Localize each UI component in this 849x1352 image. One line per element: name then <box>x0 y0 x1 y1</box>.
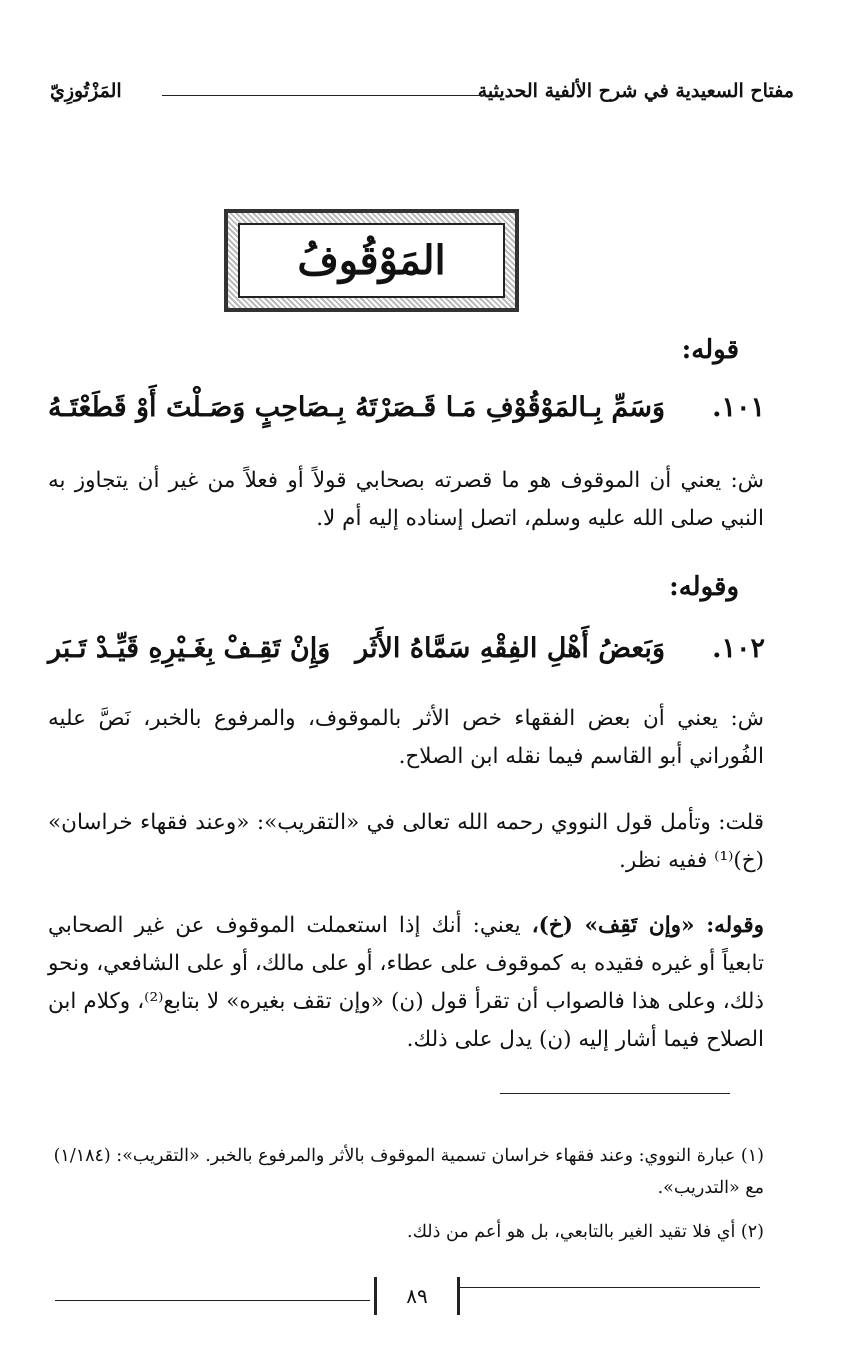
chapter-title: المَوْقُوفُ <box>238 223 505 298</box>
verse-hemistich-2: بِـصَاحِبٍ وَصَـلْتَ أَوْ قَطَعْتَـهُ <box>48 392 345 423</box>
verse-hemistich-2: وَإِنْ تَقِـفْ بِغَـيْرِهِ قَيِّـدْ تَـبَر <box>48 633 331 664</box>
commentary-102: ش: يعني أن بعض الفقهاء خص الأثر بالموقوف، والمرفوع بالخبر، نَصَّ عليه الفُوراني أبو القاسم فيما نقله ابن الصلاح. <box>48 706 764 769</box>
author-name: المَزْتُوزِيّ <box>50 80 122 102</box>
footnote-separator <box>500 1093 730 1094</box>
verse-number: ١٠١. <box>712 392 765 423</box>
header-rule <box>162 95 489 96</box>
footnote-1: (١) عبارة النووي: وعند فقهاء خراسان تسمية الموقوف بالأثر والمرفوع بالخبر. «التقريب»: (١/١٨٤) مع «التدريب». <box>53 1146 764 1198</box>
footnote-2: (٢) أي فلا تقيد الغير بالتابعي، بل هو أعم من ذلك. <box>407 1222 764 1242</box>
page-number: ٨٩ <box>374 1277 460 1315</box>
verse-number: ١٠٢. <box>712 633 765 664</box>
note-paragraph: قلت: وتأمل قول النووي رحمه الله تعالى في «التقريب»: «وعند فقهاء خراسان» (خ)⁽¹⁾ ففيه نظر. <box>48 810 764 873</box>
label-waqawluhu: وقوله: <box>669 572 739 602</box>
running-header <box>50 80 794 110</box>
footer-rule-left <box>55 1300 370 1301</box>
label-qawluhu: قوله: <box>681 335 739 365</box>
chapter-title-frame <box>224 209 519 312</box>
commentary-101: ش: يعني أن الموقوف هو ما قصرته بصحابي قولاً أو فعلاً من غير أن يتجاوز به النبي صلى الله عليه وسلم، اتصل إسناده إليه أم لا. <box>48 468 764 531</box>
paragraph-body: يعني: أنك إذا استعملت الموقوف عن غير الصحابي تابعياً أو غيره فقيده به كموقوف على عطاء، أو على مالك، أو على الشافعي، ونحو ذلك، وعلى هذا فالصواب أن تقرأ قول (ن) «وإن تقف بغيره» لا بتابع⁽²⁾، وكلام ابن الصلاح فيما أشار إليه (ن) يدل على ذلك. <box>48 913 764 1052</box>
footer-rule-right <box>460 1287 760 1288</box>
verse-hemistich-1: وَبَعضُ أَهْلِ الفِقْهِ سَمَّاهُ الأَثَر <box>355 633 665 664</box>
quoted-lead: وقوله: «وإن تَقِف» (خ)، <box>531 913 764 938</box>
verse-hemistich-1: وَسَمِّ بِـالمَوْقُوْفِ مَـا قَـصَرْتَهُ <box>355 392 665 423</box>
verse-102 <box>48 633 765 683</box>
verse-101 <box>48 392 765 442</box>
book-title: مفتاح السعيدية في شرح الألفية الحديثية <box>477 80 794 102</box>
explanation-paragraph <box>48 907 764 1059</box>
